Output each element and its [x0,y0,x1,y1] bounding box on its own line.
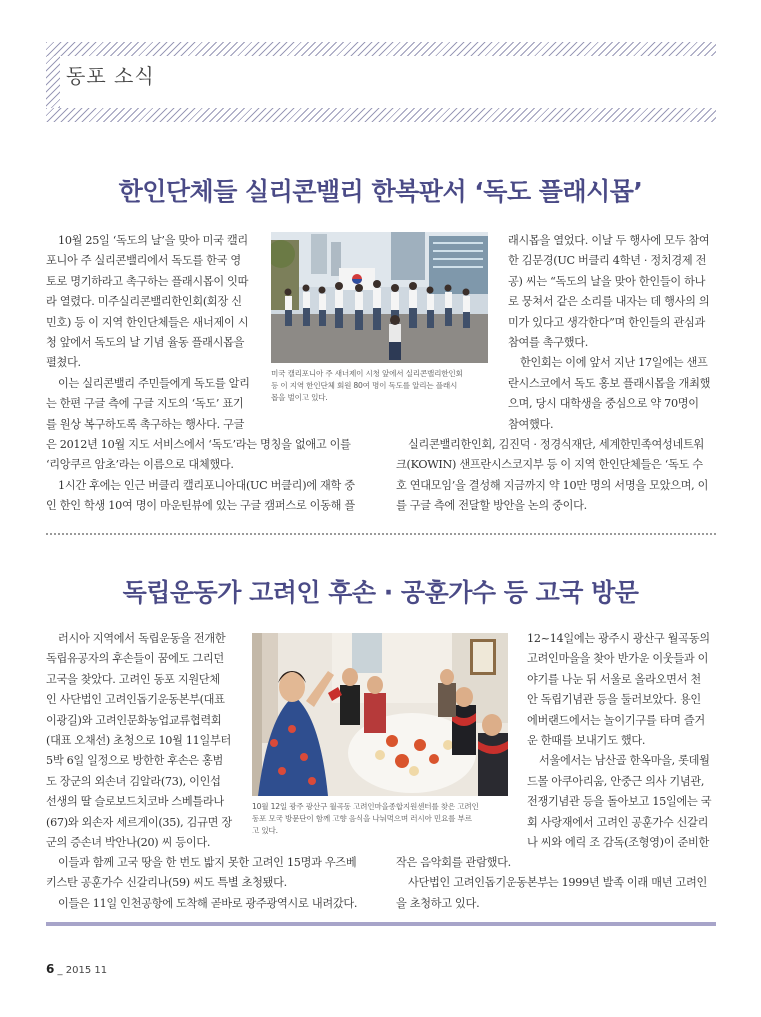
text-line: 10월 25일 ‘독도의 날’을 맞아 미국 캘리 [58,234,248,247]
article2-headline: 독립운동가 고려인 후손 · 공훈가수 등 고국 방문 [122,578,639,607]
issue-date: 2015 11 [65,965,108,976]
text-line: 호 연대모임’을 결성해 지금까지 약 10만 명의 서명을 모았으며, 이 [396,478,709,492]
bottom-rule [46,922,716,926]
text-line: 란시스코에서 독도 홍보 플래시몹을 개최했 [508,376,711,390]
text-line: 이광길)와 고려인문화농업교류협력회 [46,713,222,727]
text-line: 민호) 등 이 지역 한인단체들은 새너제이 시 [46,315,249,329]
text-line: (대표 오채선) 초청으로 10월 11일부터 [46,734,232,748]
flashmob-photo [271,232,488,363]
page-number: 6 [46,962,55,976]
text-line: 회 사랑재에서 고려인 공훈가수 신갈리 [527,815,709,829]
text-line: 고려인마을을 찾아 반가운 이웃들과 이 [527,652,709,666]
text-line: 도 장군의 외손녀 김알라(73), 이인섭 [46,774,221,788]
text-line: 에버랜드에서는 놀이기구를 타며 즐거 [527,713,705,727]
text-line: 를 구글 측에 전달할 방안을 논의 중이다. [396,499,587,513]
article1-col-right-wide [396,435,716,517]
text-line: 토로 명기하라고 촉구하는 플래시몹이 잇따 [46,274,249,288]
text-line: 나 씨와 에릭 조 감독(조형영)이 준비한 [527,836,710,850]
text-line: 사단법인 고려인돕기운동본부는 1999년 발족 이래 매년 고려인 [408,876,707,890]
text-line: 로 뭉쳐서 같은 소리를 내자는 데 행사의 의 [508,295,710,309]
text-line: 인 사단법인 고려인돕기운동본부(대표 [46,693,225,707]
text-line: ‘리앙쿠르 암초’라는 이름으로 대체했다. [46,458,234,472]
text-line: 미가 있다고 생각한다”며 한인들의 관심과 [508,315,706,329]
article2-col-left-wide [46,853,364,914]
page-footer [46,962,107,976]
text-line: 공) 씨는 “독도의 날을 맞아 한인들이 하나 [508,274,706,288]
gathering-photo-art [252,633,508,796]
header-hatch-left [46,56,60,108]
caption-line: 10월 12일 광주 광산구 월곡동 고려인마을종합지원센터를 찾은 고려인 [252,802,479,811]
text-line: 은 2012년 10월 지도 서비스에서 ‘독도’라는 명칭을 없애고 이를 [46,438,351,451]
caption-line: 미국 캘리포니아 주 새너제이 시청 앞에서 실리콘밸리한인회 [271,369,463,378]
gathering-caption [252,801,514,837]
text-line: 으며, 당시 대학생을 중심으로 약 70명이 [508,397,699,411]
text-line: 5박 6일 일정으로 방한한 후손은 홍범 [46,754,224,768]
text-line: 안 독립기념관 등을 둘러보았다. 용인 [527,693,701,707]
text-line: 선생의 딸 슬로보드치코바 스베틀라나 [46,795,224,809]
text-line: 전쟁기념관 등을 돌아보고 15일에는 국 [527,795,712,809]
caption-line: 등 이 지역 한인단체 회원 80여 명이 독도를 알리는 플래시 [271,381,458,390]
text-line: 는 한편 구글 측에 구글 지도의 ‘독도’ 표기 [46,397,244,411]
text-line: 을 초청하고 있다. [396,896,480,910]
text-line: 군의 증손녀 박안나(20) 씨 등이다. [46,836,211,850]
article2-col-left [46,629,242,853]
text-line: 고국을 찾았다. 고려인 동포 지원단체 [46,672,220,686]
gathering-photo [252,633,508,796]
text-line: 12~14일에는 광주시 광산구 월곡동의 [527,632,710,645]
text-line: (67)와 외손자 세르게이(35), 김규면 장 [46,815,232,829]
flashmob-photo-art [271,232,488,363]
text-line: 실리콘밸리한인회, 김진덕 · 정경식재단, 세계한민족여성네트워 [408,438,704,451]
article-divider [46,533,716,535]
text-line: 참여를 촉구했다. [508,336,589,350]
text-line: 1시간 후에는 인근 버클리 캘리포니아대(UC 버클리)에 재학 중 [58,478,355,492]
text-line: 드몰 아쿠아리움, 안중근 의사 기념관, [527,774,705,788]
text-line: 이들은 11일 인천공항에 도착해 곧바로 광주광역시로 내려갔다. [58,896,358,910]
article2-col-right-wide [396,853,716,914]
header-hatch-bottom [46,108,716,122]
text-line: 포니아 주 실리콘밸리에서 독도를 한국 영 [46,254,241,268]
footer-separator: _ [57,965,63,976]
text-line: 독립유공자의 후손들이 꿈에도 그리던 [46,652,224,666]
text-line: 를 원상 복구하도록 촉구하는 행사다. 구글 [46,417,245,431]
article1-col-left-wide [46,435,364,517]
section-title: 동포 소식 [62,60,161,89]
text-line: 서울에서는 남산골 한옥마을, 롯데월 [539,754,710,768]
caption-line: 고 있다. [252,826,278,835]
caption-line: 몹을 벌이고 있다. [271,393,328,402]
article1-col-left [46,231,260,435]
text-line: 한 김문경(UC 버클리 4학년 · 정치경제 전 [508,254,707,268]
text-line: 운 한때를 보내기도 했다. [527,734,646,748]
text-line: 청 앞에서 독도의 날 기념 율동 플래시몹을 [46,336,245,350]
text-line: 작은 음악회를 관람했다. [396,856,511,869]
text-line: 러시아 지역에서 독립운동을 전개한 [58,632,226,645]
article2-col-right [527,629,716,853]
flashmob-caption [271,368,491,404]
text-line: 야기를 나눈 뒤 서울로 올라오면서 천 [527,672,701,686]
text-line: 펼쳤다. [46,356,81,370]
article1-col-right [508,231,716,435]
text-line: 래시몹을 열었다. 이날 두 행사에 모두 참여 [508,234,710,247]
caption-line: 동포 모국 방문단이 함께 고향 음식을 나눠먹으며 러시아 민요를 부르 [252,814,472,823]
text-line: 키스탄 공훈가수 신갈리나(59) 씨도 특별 초청됐다. [46,876,287,890]
text-line: 크(KOWIN) 샌프란시스코지부 등 이 지역 한인단체들은 ‘독도 수 [396,458,703,472]
text-line: 한인회는 이에 앞서 지난 17일에는 샌프 [520,356,708,370]
text-line: 라 열렸다. 미주실리콘밸리한인회(회장 신 [46,295,242,309]
article1-headline: 한인단체들 실리콘밸리 한복판서 ‘독도 플래시몹’ [118,177,643,206]
text-line: 이는 실리콘밸리 주민들에게 독도를 알리 [58,376,250,390]
text-line: 참여했다. [508,417,554,431]
header-hatch-top [46,42,716,56]
text-line: 인 한인 학생 10여 명이 마운틴뷰에 있는 구글 캠퍼스로 이동해 플 [46,499,355,513]
text-line: 이들과 함께 고국 땅을 한 번도 밟지 못한 고려인 15명과 우즈베 [58,856,357,869]
